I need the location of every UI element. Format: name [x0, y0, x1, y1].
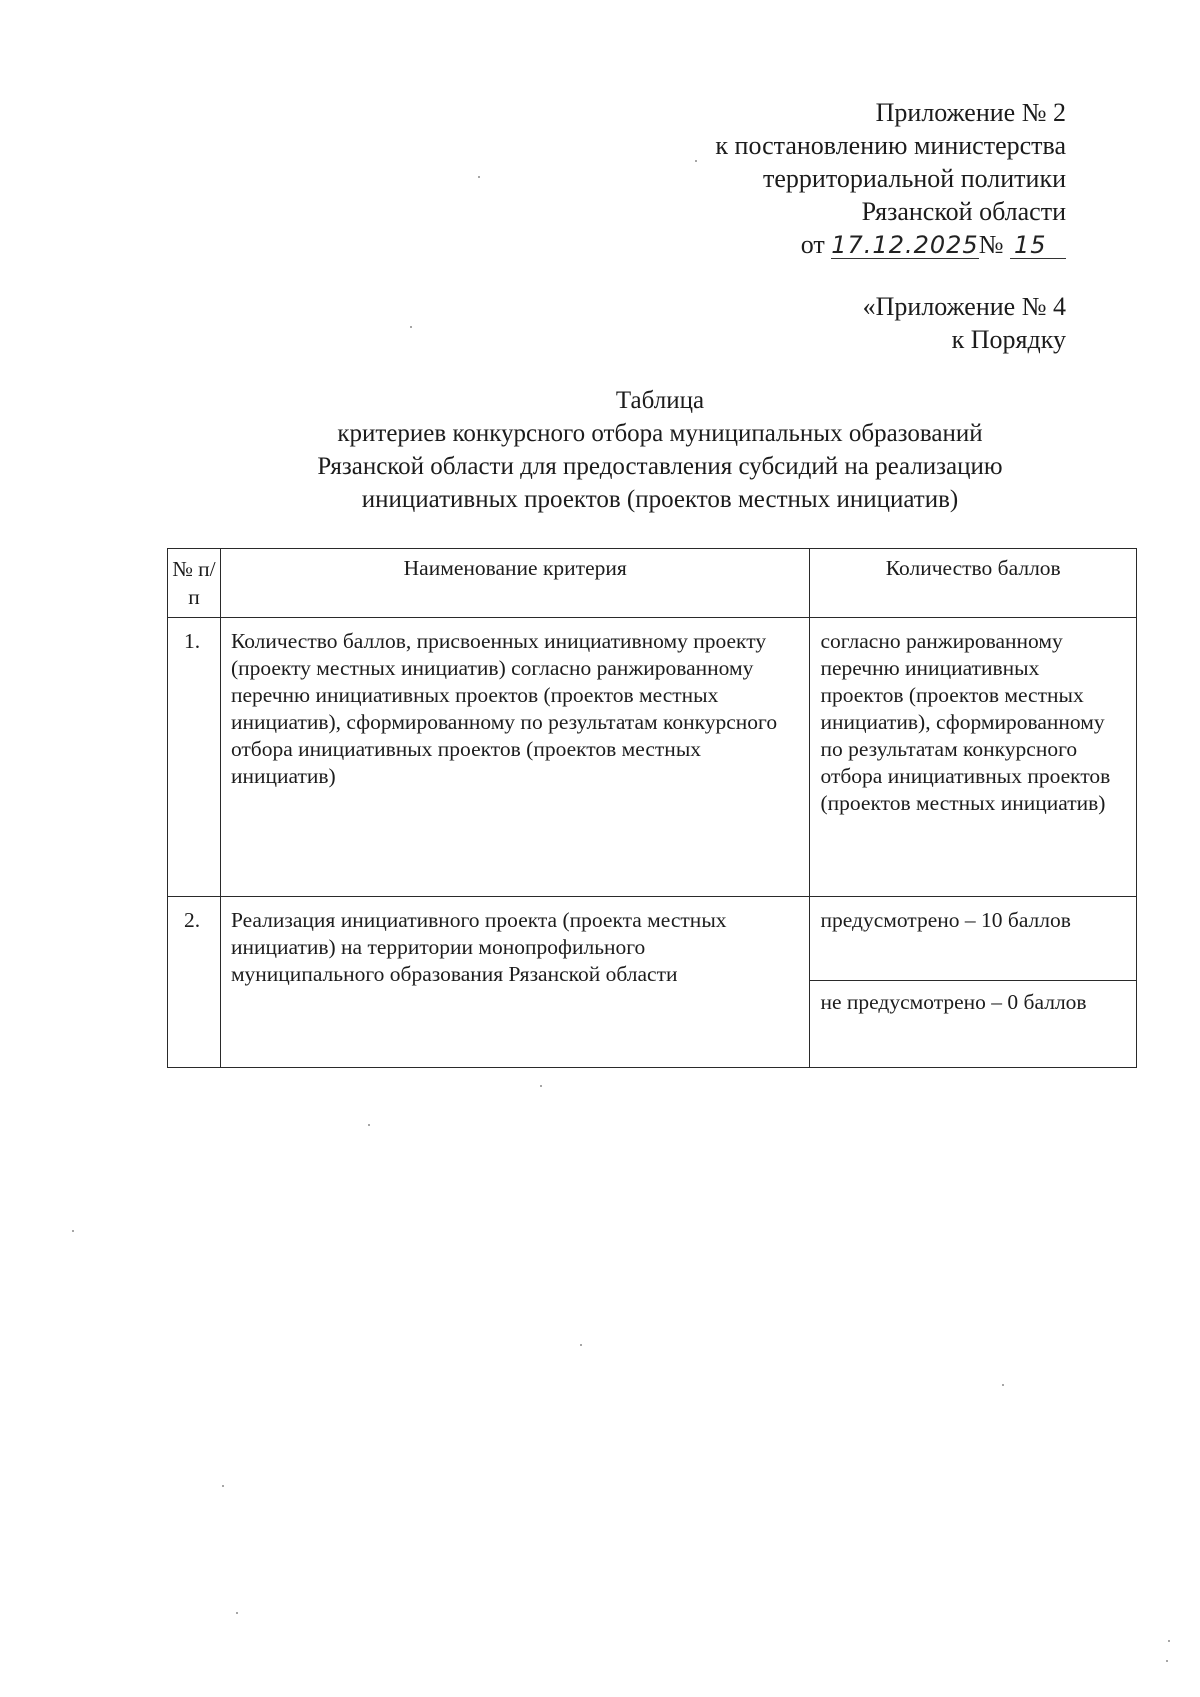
header-num — [168, 549, 221, 618]
row-2-num-text: 2. — [184, 908, 201, 932]
scan-speck — [222, 1485, 224, 1487]
scan-speck — [1002, 1384, 1004, 1386]
scan-speck — [410, 326, 412, 328]
header-score — [810, 549, 1137, 618]
row-1-num — [168, 618, 221, 897]
header-block — [715, 96, 1066, 261]
date-prefix: от — [800, 230, 825, 259]
scan-speck — [368, 1124, 370, 1126]
header-name-label: Наименование критерия — [403, 556, 627, 580]
row-1-score-text: согласно ранжированному перечню инициативных проектов (проектов местных инициатив), сформированному по результатам конкурсного отбора инициативных проектов (проектов местных инициатив) — [820, 629, 1111, 815]
appendix-block — [863, 290, 1066, 356]
row-2-score-no: не предусмотрено – 0 баллов — [820, 990, 1087, 1014]
title-line-2: критериев конкурсного отбора муниципальных образований — [337, 420, 983, 447]
header-num-label: № п/п — [172, 557, 216, 609]
appendix-line-order: к Порядку — [951, 325, 1066, 354]
date-line — [715, 228, 1066, 261]
title-line-1: Таблица — [615, 387, 705, 414]
criteria-table — [167, 548, 1137, 1068]
header-line-ministry: территориальной политики — [763, 164, 1066, 193]
row-2-name — [220, 897, 810, 1068]
table-header-row — [168, 549, 1137, 618]
number-sign: № — [978, 230, 1004, 259]
handwritten-number: 15 — [1010, 232, 1066, 259]
header-score-label: Количество баллов — [885, 556, 1061, 580]
row-1-score — [810, 618, 1137, 897]
row-1-name-text: Количество баллов, присвоенных инициативному проекту (проекту местных инициатив) согласно ранжированному перечню инициативных проектов (проектов местных инициатив), сформированному по результатам конкурсного отбора инициативных проектов (проектов местных инициатив) — [230, 629, 778, 788]
row-1-name — [220, 618, 810, 897]
handwritten-date: 17.12.2025 — [831, 231, 979, 259]
row-1-num-text: 1. — [184, 629, 201, 653]
scan-speck — [580, 1344, 582, 1346]
table-row — [168, 618, 1137, 897]
header-line-region: Рязанской области — [861, 197, 1066, 226]
scan-speck — [1168, 1640, 1170, 1642]
row-2-num — [168, 897, 221, 1068]
row-2-name-text: Реализация инициативного проекта (проекта местных инициатив) на территории монопрофильного муниципального образования Рязанской области — [230, 908, 727, 986]
document-title — [160, 384, 1160, 516]
scan-speck — [72, 1230, 74, 1232]
header-line-resolution: к постановлению министерства — [715, 131, 1066, 160]
scan-speck — [478, 176, 480, 178]
scan-speck — [695, 160, 697, 162]
table-row — [168, 897, 1137, 1068]
title-line-3: Рязанской области для предоставления субсидий на реализацию — [317, 453, 1003, 480]
header-name — [220, 549, 810, 618]
header-line-appendix: Приложение № 2 — [875, 98, 1066, 127]
scan-speck — [1166, 1660, 1168, 1662]
row-2-score-yes: предусмотрено – 10 баллов — [810, 897, 1136, 981]
scan-speck — [540, 1085, 542, 1087]
scan-speck — [236, 1612, 238, 1614]
appendix-line-number: «Приложение № 4 — [862, 292, 1066, 321]
title-line-4: инициативных проектов (проектов местных инициатив) — [361, 486, 959, 513]
row-2-score — [810, 897, 1137, 1068]
